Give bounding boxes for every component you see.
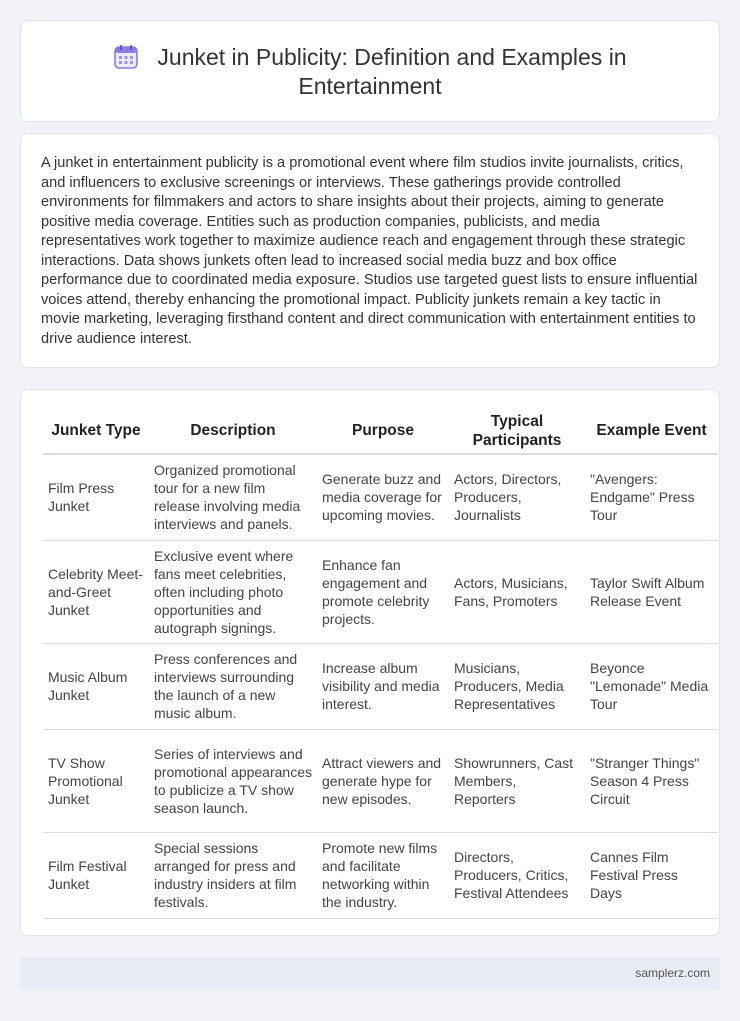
cell-example: Cannes Film Festival Press Days <box>585 832 718 918</box>
cell-purpose: Promote new films and facilitate networking within the industry. <box>317 832 449 918</box>
table-row <box>43 540 718 643</box>
cell-participants: Showrunners, Cast Members, Reporters <box>449 729 585 832</box>
table-row <box>43 729 718 832</box>
table-row <box>43 643 718 729</box>
table-row <box>43 832 718 918</box>
cell-junket-type: Music Album Junket <box>43 643 149 729</box>
header-junket-type: Junket Type <box>43 408 149 454</box>
cell-example: Taylor Swift Album Release Event <box>585 540 718 643</box>
cell-description: Press conferences and interviews surrounding the launch of a new music album. <box>149 643 317 729</box>
footer-site-link[interactable]: samplerz.com <box>635 966 710 980</box>
title-line-1: Junket in Publicity: Definition and Examples in <box>157 44 627 70</box>
title-line-2: Entertainment <box>298 73 442 99</box>
calendar-icon <box>113 44 139 70</box>
intro-paragraph: A junket in entertainment publicity is a promotional event where film studios invite journalists, critics, and influencers to exclusive screenings or interviews. These gatherings provide controlled environments for filmmakers and actors to share insights about their projects, aiming to generate positive media coverage. Entities such as production companies, publicists, and media representatives work together to maximize audience reach and engagement through these strategic interactions. Data shows junkets often lead to increased social media buzz and box office performance due to coordinated media exposure. Studios use targeted guest lists to ensure influential voices attend, thereby enhancing the promotional impact. Publicity junkets remain a key tactic in movie marketing, leveraging firsthand content and direct communication with entertainment entities to drive audience interest. <box>41 155 698 347</box>
table-row <box>43 454 718 540</box>
footer-bar <box>20 957 720 990</box>
header-example: Example Event <box>585 408 718 454</box>
cell-description: Special sessions arranged for press and industry insiders at film festivals. <box>149 832 317 918</box>
header-purpose: Purpose <box>317 408 449 454</box>
cell-example: Beyonce "Lemonade" Media Tour <box>585 643 718 729</box>
cell-purpose: Enhance fan engagement and promote celebrity projects. <box>317 540 449 643</box>
cell-participants: Actors, Directors, Producers, Journalists <box>449 454 585 540</box>
table-header-row <box>43 408 718 454</box>
title-card <box>20 20 720 122</box>
header-description: Description <box>149 408 317 454</box>
cell-participants: Directors, Producers, Critics, Festival Attendees <box>449 832 585 918</box>
junket-table <box>43 408 718 919</box>
cell-purpose: Generate buzz and media coverage for upcoming movies. <box>317 454 449 540</box>
cell-description: Series of interviews and promotional appearances to publicize a TV show season launch. <box>149 729 317 832</box>
intro-card <box>20 133 720 368</box>
cell-purpose: Increase album visibility and media interest. <box>317 643 449 729</box>
cell-example: "Stranger Things" Season 4 Press Circuit <box>585 729 718 832</box>
cell-description: Organized promotional tour for a new film release involving media interviews and panels. <box>149 454 317 540</box>
header-participants: Typical Participants <box>449 408 585 454</box>
cell-junket-type: Film Festival Junket <box>43 832 149 918</box>
cell-purpose: Attract viewers and generate hype for new episodes. <box>317 729 449 832</box>
cell-junket-type: Film Press Junket <box>43 454 149 540</box>
cell-participants: Actors, Musicians, Fans, Promoters <box>449 540 585 643</box>
cell-example: "Avengers: Endgame" Press Tour <box>585 454 718 540</box>
table-card <box>20 389 720 936</box>
cell-description: Exclusive event where fans meet celebrities, often including photo opportunities and autograph signings. <box>149 540 317 643</box>
cell-participants: Musicians, Producers, Media Representatives <box>449 643 585 729</box>
cell-junket-type: Celebrity Meet-and-Greet Junket <box>43 540 149 643</box>
page-title <box>21 43 719 101</box>
cell-junket-type: TV Show Promotional Junket <box>43 729 149 832</box>
